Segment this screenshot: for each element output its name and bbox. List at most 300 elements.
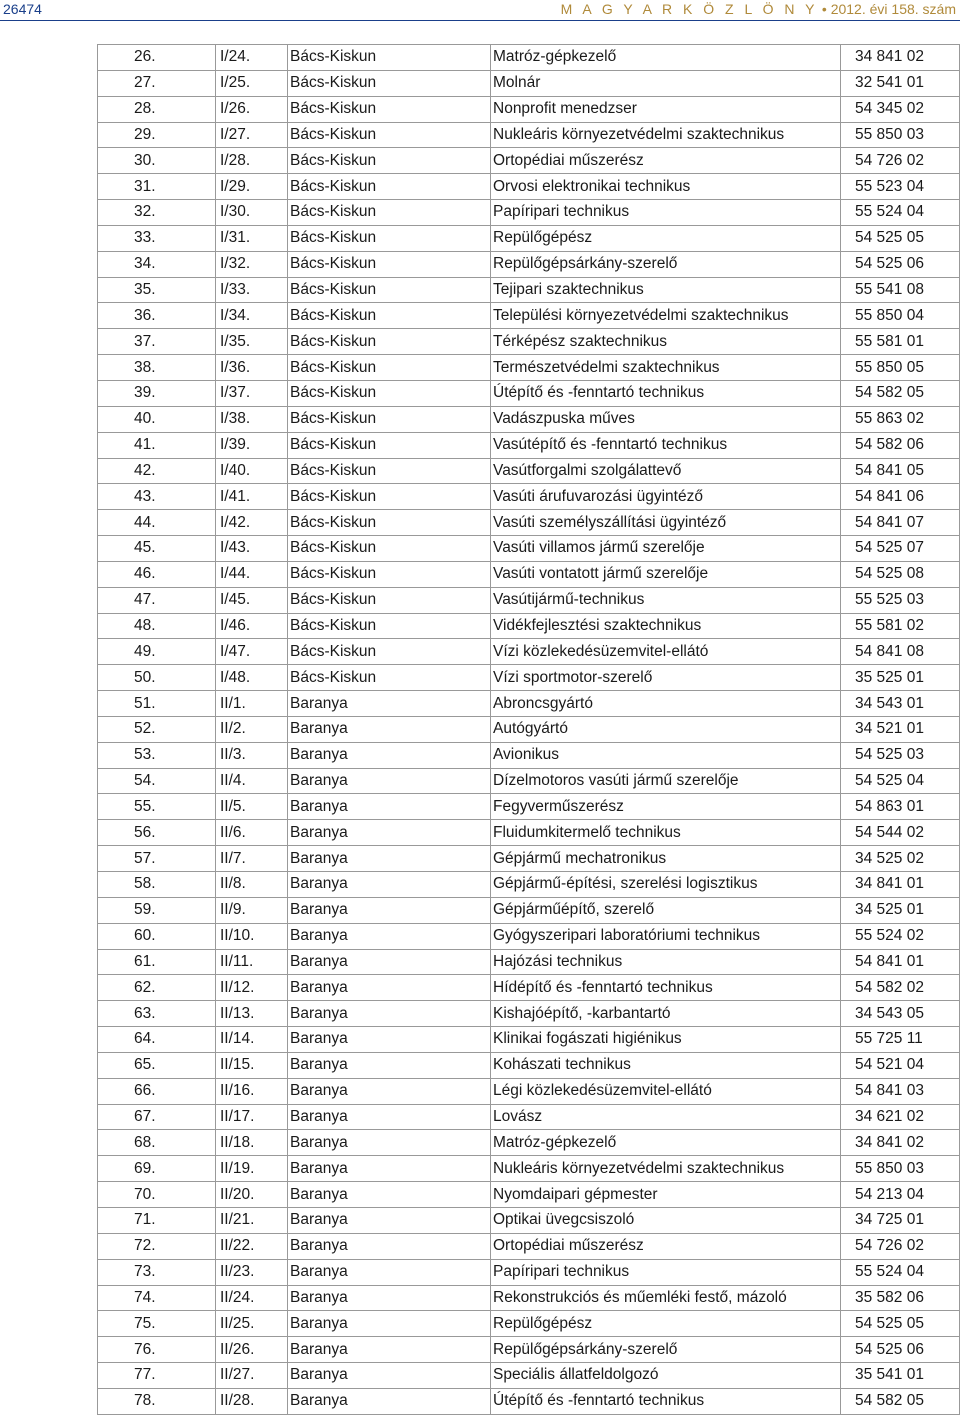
table-row [98,1388,960,1414]
row-id-cell: II/1. [216,691,288,717]
occupation-name-cell: Rekonstrukciós és műemléki festő, mázoló [491,1285,841,1311]
row-id-cell: II/13. [216,1001,288,1027]
table-row [98,665,960,691]
row-number-cell: 75. [98,1311,216,1337]
row-id-cell: I/24. [216,45,288,71]
occupation-name-cell: Hajózási technikus [491,949,841,975]
row-number-cell: 34. [98,251,216,277]
occupation-name-cell: Fegyverműszerész [491,794,841,820]
county-cell: Baranya [288,1078,491,1104]
row-number-cell: 62. [98,975,216,1001]
row-number-cell: 68. [98,1130,216,1156]
row-id-cell: I/39. [216,432,288,458]
occupation-code-cell: 54 863 01 [841,794,960,820]
table-row [98,510,960,536]
occupation-code-cell: 54 525 03 [841,742,960,768]
row-id-cell: II/16. [216,1078,288,1104]
occupation-code-cell: 55 581 02 [841,613,960,639]
occupation-code-cell: 54 841 03 [841,1078,960,1104]
occupation-code-cell: 35 541 01 [841,1363,960,1389]
occupation-code-cell: 54 525 05 [841,1311,960,1337]
row-number-cell: 78. [98,1388,216,1414]
row-number-cell: 59. [98,897,216,923]
row-number-cell: 31. [98,174,216,200]
occupation-name-cell: Nyomdaipari gépmester [491,1182,841,1208]
occupation-code-cell: 35 525 01 [841,665,960,691]
occupation-name-cell: Klinikai fogászati higiénikus [491,1027,841,1053]
occupation-code-cell: 55 581 01 [841,329,960,355]
county-cell: Bács-Kiskun [288,432,491,458]
occupation-name-cell: Légi közlekedésüzemvitel-ellátó [491,1078,841,1104]
row-id-cell: I/43. [216,536,288,562]
occupation-name-cell: Tejipari szaktechnikus [491,277,841,303]
table-row [98,1337,960,1363]
row-id-cell: I/42. [216,510,288,536]
occupation-code-cell: 54 841 05 [841,458,960,484]
row-id-cell: I/36. [216,355,288,381]
county-cell: Bács-Kiskun [288,251,491,277]
row-id-cell: I/28. [216,148,288,174]
county-cell: Baranya [288,1233,491,1259]
occupation-name-cell: Természetvédelmi szaktechnikus [491,355,841,381]
occupation-code-cell: 55 525 03 [841,587,960,613]
occupation-name-cell: Ortopédiai műszerész [491,148,841,174]
occupation-code-cell: 55 524 04 [841,1259,960,1285]
occupation-name-cell: Térképész szaktechnikus [491,329,841,355]
table-row [98,1233,960,1259]
occupation-code-cell: 54 525 05 [841,225,960,251]
journal-name: M A G Y A R K Ö Z L Ö N Y [560,1,819,17]
row-id-cell: II/20. [216,1182,288,1208]
table-row [98,96,960,122]
occupation-name-cell: Nukleáris környezetvédelmi szaktechnikus [491,122,841,148]
table-row [98,1182,960,1208]
county-cell: Bács-Kiskun [288,587,491,613]
county-cell: Baranya [288,949,491,975]
county-cell: Bács-Kiskun [288,303,491,329]
occupation-code-cell: 34 841 01 [841,872,960,898]
county-cell: Bács-Kiskun [288,665,491,691]
county-cell: Bács-Kiskun [288,406,491,432]
occupation-name-cell: Gyógyszeripari laboratóriumi technikus [491,923,841,949]
row-id-cell: I/33. [216,277,288,303]
row-id-cell: II/27. [216,1363,288,1389]
county-cell: Baranya [288,1027,491,1053]
occupation-code-cell: 55 863 02 [841,406,960,432]
occupation-name-cell: Vasútépítő és -fenntartó technikus [491,432,841,458]
occupation-name-cell: Autógyártó [491,716,841,742]
table-row [98,329,960,355]
county-cell: Bács-Kiskun [288,639,491,665]
row-id-cell: II/10. [216,923,288,949]
occupation-name-cell: Települési környezetvédelmi szaktechnikus [491,303,841,329]
occupation-name-cell: Ortopédiai műszerész [491,1233,841,1259]
table-row [98,1363,960,1389]
table-row [98,639,960,665]
county-cell: Baranya [288,1363,491,1389]
table-row [98,820,960,846]
occupation-code-cell: 54 213 04 [841,1182,960,1208]
row-number-cell: 71. [98,1207,216,1233]
row-number-cell: 67. [98,1104,216,1130]
row-number-cell: 53. [98,742,216,768]
occupation-code-cell: 34 525 02 [841,846,960,872]
row-id-cell: II/22. [216,1233,288,1259]
occupation-name-cell: Matróz-gépkezelő [491,1130,841,1156]
row-number-cell: 72. [98,1233,216,1259]
table-row [98,174,960,200]
county-cell: Baranya [288,1182,491,1208]
row-number-cell: 73. [98,1259,216,1285]
county-cell: Baranya [288,1052,491,1078]
county-cell: Bács-Kiskun [288,225,491,251]
row-id-cell: I/46. [216,613,288,639]
row-id-cell: II/17. [216,1104,288,1130]
table-row [98,846,960,872]
row-number-cell: 51. [98,691,216,717]
row-id-cell: I/47. [216,639,288,665]
row-number-cell: 77. [98,1363,216,1389]
occupation-code-cell: 34 621 02 [841,1104,960,1130]
row-id-cell: I/25. [216,70,288,96]
row-id-cell: II/15. [216,1052,288,1078]
table-row [98,1156,960,1182]
county-cell: Bács-Kiskun [288,122,491,148]
table-row [98,768,960,794]
occupation-name-cell: Repülőgépsárkány-szerelő [491,251,841,277]
county-cell: Bács-Kiskun [288,329,491,355]
row-number-cell: 63. [98,1001,216,1027]
table-row [98,561,960,587]
row-id-cell: I/48. [216,665,288,691]
row-number-cell: 74. [98,1285,216,1311]
county-cell: Baranya [288,1259,491,1285]
row-id-cell: I/35. [216,329,288,355]
table-row [98,1285,960,1311]
occupation-code-cell: 54 345 02 [841,96,960,122]
occupation-code-cell: 55 850 05 [841,355,960,381]
row-id-cell: I/34. [216,303,288,329]
county-cell: Baranya [288,768,491,794]
occupation-code-cell: 54 582 05 [841,380,960,406]
table-row [98,1130,960,1156]
occupation-code-cell: 35 582 06 [841,1285,960,1311]
table-row [98,613,960,639]
row-number-cell: 60. [98,923,216,949]
county-cell: Bács-Kiskun [288,536,491,562]
county-cell: Baranya [288,897,491,923]
occupation-name-cell: Vasúti személyszállítási ügyintéző [491,510,841,536]
table-row [98,303,960,329]
occupation-name-cell: Útépítő és -fenntartó technikus [491,1388,841,1414]
occupation-name-cell: Matróz-gépkezelő [491,45,841,71]
table-row [98,949,960,975]
row-id-cell: I/31. [216,225,288,251]
page-header [0,0,960,22]
occupation-code-cell: 54 582 06 [841,432,960,458]
row-number-cell: 46. [98,561,216,587]
journal-title [561,0,956,18]
row-id-cell: II/28. [216,1388,288,1414]
occupation-name-cell: Repülőgépész [491,1311,841,1337]
table-row [98,1001,960,1027]
county-cell: Bács-Kiskun [288,200,491,226]
table-row [98,484,960,510]
occupation-name-cell: Gépjármű mechatronikus [491,846,841,872]
row-id-cell: II/3. [216,742,288,768]
county-cell: Bács-Kiskun [288,380,491,406]
table-row [98,277,960,303]
table-row [98,1259,960,1285]
occupation-code-cell: 55 725 11 [841,1027,960,1053]
county-cell: Baranya [288,1207,491,1233]
occupation-name-cell: Nukleáris környezetvédelmi szaktechnikus [491,1156,841,1182]
county-cell: Bács-Kiskun [288,355,491,381]
row-id-cell: II/4. [216,768,288,794]
occupation-code-cell: 54 544 02 [841,820,960,846]
row-number-cell: 64. [98,1027,216,1053]
county-cell: Bács-Kiskun [288,613,491,639]
row-number-cell: 57. [98,846,216,872]
occupation-name-cell: Dízelmotoros vasúti jármű szerelője [491,768,841,794]
occupation-code-cell: 54 525 04 [841,768,960,794]
occupation-name-cell: Avionikus [491,742,841,768]
row-number-cell: 69. [98,1156,216,1182]
county-cell: Baranya [288,1001,491,1027]
table-row [98,1027,960,1053]
occupation-code-cell: 54 726 02 [841,148,960,174]
table-row [98,742,960,768]
row-id-cell: II/7. [216,846,288,872]
occupation-code-cell: 55 523 04 [841,174,960,200]
occupation-code-cell: 34 543 01 [841,691,960,717]
table-row [98,1207,960,1233]
occupation-name-cell: Útépítő és -fenntartó technikus [491,380,841,406]
occupation-name-cell: Repülőgépsárkány-szerelő [491,1337,841,1363]
row-id-cell: II/6. [216,820,288,846]
occupation-name-cell: Optikai üvegcsiszoló [491,1207,841,1233]
row-number-cell: 48. [98,613,216,639]
row-number-cell: 50. [98,665,216,691]
row-id-cell: I/38. [216,406,288,432]
occupation-code-cell: 55 850 03 [841,122,960,148]
table-row [98,1104,960,1130]
county-cell: Bács-Kiskun [288,70,491,96]
county-cell: Bács-Kiskun [288,510,491,536]
row-number-cell: 55. [98,794,216,820]
county-cell: Baranya [288,691,491,717]
row-id-cell: II/26. [216,1337,288,1363]
row-id-cell: II/23. [216,1259,288,1285]
occupation-code-cell: 34 543 05 [841,1001,960,1027]
row-id-cell: II/8. [216,872,288,898]
county-cell: Baranya [288,1130,491,1156]
issue-info: • 2012. évi 158. szám [818,1,956,17]
occupation-name-cell: Kishajóépítő, -karbantartó [491,1001,841,1027]
county-cell: Bács-Kiskun [288,148,491,174]
county-cell: Baranya [288,794,491,820]
row-id-cell: II/12. [216,975,288,1001]
county-cell: Bács-Kiskun [288,561,491,587]
table-row [98,380,960,406]
row-number-cell: 56. [98,820,216,846]
county-cell: Baranya [288,923,491,949]
occupation-code-cell: 55 541 08 [841,277,960,303]
row-number-cell: 49. [98,639,216,665]
row-number-cell: 32. [98,200,216,226]
occupation-name-cell: Abroncsgyártó [491,691,841,717]
table-row [98,691,960,717]
row-number-cell: 47. [98,587,216,613]
row-id-cell: I/26. [216,96,288,122]
row-number-cell: 33. [98,225,216,251]
row-id-cell: II/11. [216,949,288,975]
row-id-cell: II/9. [216,897,288,923]
row-number-cell: 76. [98,1337,216,1363]
county-cell: Bács-Kiskun [288,458,491,484]
county-cell: Baranya [288,846,491,872]
occupation-name-cell: Vidékfejlesztési szaktechnikus [491,613,841,639]
occupation-code-cell: 54 841 01 [841,949,960,975]
row-id-cell: II/19. [216,1156,288,1182]
occupation-name-cell: Vadászpuska műves [491,406,841,432]
table-row [98,587,960,613]
table-row [98,251,960,277]
occupation-code-cell: 55 524 04 [841,200,960,226]
row-number-cell: 30. [98,148,216,174]
occupation-code-cell: 54 582 02 [841,975,960,1001]
table-row [98,872,960,898]
row-number-cell: 41. [98,432,216,458]
occupation-code-cell: 54 525 06 [841,1337,960,1363]
row-id-cell: I/45. [216,587,288,613]
county-cell: Bács-Kiskun [288,484,491,510]
row-number-cell: 28. [98,96,216,122]
occupation-code-cell: 55 850 03 [841,1156,960,1182]
table-row [98,1311,960,1337]
row-number-cell: 26. [98,45,216,71]
row-number-cell: 43. [98,484,216,510]
county-cell: Baranya [288,1311,491,1337]
occupation-name-cell: Gépjárműépítő, szerelő [491,897,841,923]
occupation-table [97,44,960,1415]
row-number-cell: 66. [98,1078,216,1104]
row-number-cell: 37. [98,329,216,355]
page-number: 26474 [3,1,42,17]
row-number-cell: 70. [98,1182,216,1208]
row-number-cell: 42. [98,458,216,484]
occupation-code-cell: 34 841 02 [841,45,960,71]
occupation-name-cell: Kohászati technikus [491,1052,841,1078]
row-id-cell: I/30. [216,200,288,226]
county-cell: Baranya [288,820,491,846]
row-id-cell: II/5. [216,794,288,820]
row-number-cell: 38. [98,355,216,381]
occupation-code-cell: 54 521 04 [841,1052,960,1078]
table-row [98,1052,960,1078]
row-number-cell: 39. [98,380,216,406]
occupation-code-cell: 55 524 02 [841,923,960,949]
occupation-code-cell: 34 841 02 [841,1130,960,1156]
table-row [98,794,960,820]
table-row [98,1078,960,1104]
row-number-cell: 44. [98,510,216,536]
occupation-name-cell: Speciális állatfeldolgozó [491,1363,841,1389]
county-cell: Bács-Kiskun [288,96,491,122]
occupation-code-cell: 54 841 07 [841,510,960,536]
occupation-name-cell: Hídépítő és -fenntartó technikus [491,975,841,1001]
county-cell: Baranya [288,1337,491,1363]
occupation-name-cell: Gépjármű-építési, szerelési logisztikus [491,872,841,898]
row-id-cell: II/25. [216,1311,288,1337]
table-row [98,458,960,484]
row-id-cell: II/14. [216,1027,288,1053]
row-id-cell: I/37. [216,380,288,406]
row-number-cell: 40. [98,406,216,432]
occupation-name-cell: Papíripari technikus [491,200,841,226]
county-cell: Baranya [288,1285,491,1311]
row-id-cell: II/21. [216,1207,288,1233]
table-row [98,148,960,174]
occupation-code-cell: 34 521 01 [841,716,960,742]
county-cell: Baranya [288,742,491,768]
occupation-code-cell: 54 525 08 [841,561,960,587]
row-number-cell: 29. [98,122,216,148]
occupation-code-cell: 34 525 01 [841,897,960,923]
occupation-code-cell: 54 582 05 [841,1388,960,1414]
table-row [98,406,960,432]
occupation-name-cell: Nonprofit menedzser [491,96,841,122]
table-row [98,122,960,148]
occupation-code-cell: 55 850 04 [841,303,960,329]
occupation-code-cell: 54 525 06 [841,251,960,277]
row-id-cell: I/44. [216,561,288,587]
occupation-name-cell: Lovász [491,1104,841,1130]
row-id-cell: I/32. [216,251,288,277]
county-cell: Baranya [288,1104,491,1130]
occupation-name-cell: Vízi sportmotor-szerelő [491,665,841,691]
table-row [98,897,960,923]
row-number-cell: 52. [98,716,216,742]
occupation-name-cell: Vízi közlekedésüzemvitel-ellátó [491,639,841,665]
row-id-cell: I/40. [216,458,288,484]
occupation-name-cell: Vasúti villamos jármű szerelője [491,536,841,562]
row-id-cell: I/27. [216,122,288,148]
row-number-cell: 54. [98,768,216,794]
occupation-code-cell: 54 525 07 [841,536,960,562]
county-cell: Baranya [288,1388,491,1414]
table-row [98,45,960,71]
occupation-name-cell: Repülőgépész [491,225,841,251]
table-row [98,200,960,226]
occupation-code-cell: 54 841 06 [841,484,960,510]
header-rule [0,20,960,21]
county-cell: Bács-Kiskun [288,174,491,200]
table-row [98,432,960,458]
row-number-cell: 58. [98,872,216,898]
table-row [98,355,960,381]
occupation-code-cell: 32 541 01 [841,70,960,96]
occupation-name-cell: Vasúti vontatott jármű szerelője [491,561,841,587]
row-number-cell: 27. [98,70,216,96]
row-number-cell: 35. [98,277,216,303]
table-row [98,536,960,562]
table-body [98,45,960,1415]
occupation-name-cell: Fluidumkitermelő technikus [491,820,841,846]
table-row [98,225,960,251]
county-cell: Baranya [288,716,491,742]
row-number-cell: 36. [98,303,216,329]
